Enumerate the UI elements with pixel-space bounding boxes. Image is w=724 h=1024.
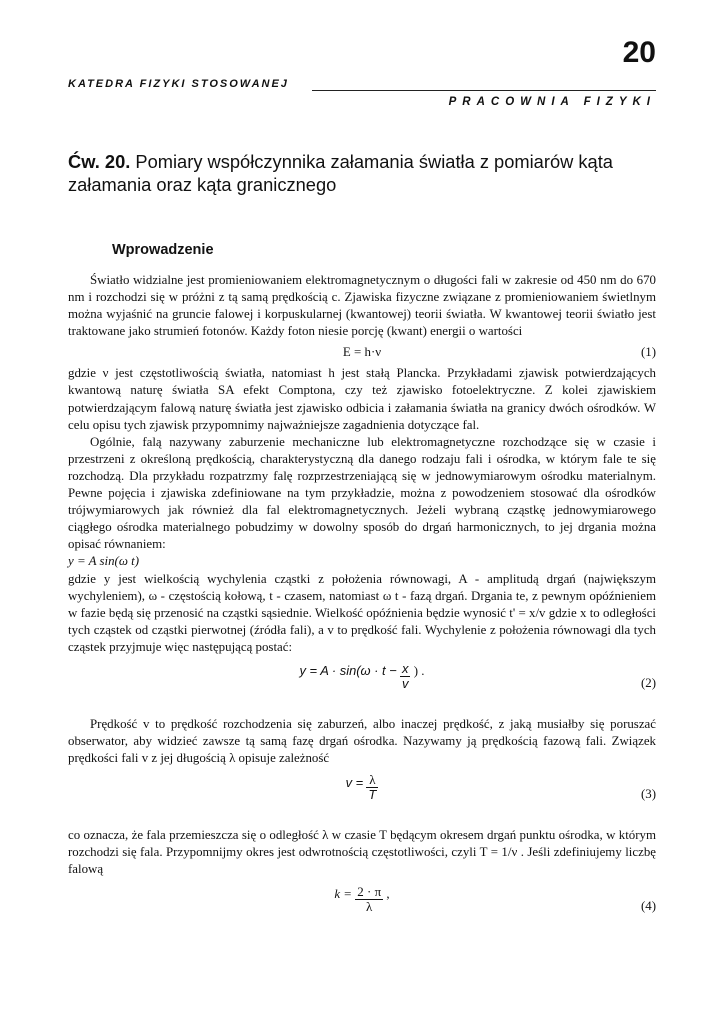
- equation-4-numerator: 2 · π: [357, 883, 382, 899]
- paragraph-4: gdzie y jest wielkością wychylenia cząstki z położenia równowagi, A - amplitudą drgań (największym wychyleniem), ω - częstością kołową, t - czasem, natomiast ω t - fazą drgań. Drgania te, z pewnym opóźnieniem w fazie będą się przenosić na cząstki sąsiednie. Wielkość opóźnienia będzie wynosić t' = x/v gdzie x to odległości tych cząstek od cząstki pierwotnej (źródła fali), a v to prędkość fali. Wychylenie z położenia równowagi dla tych cząstek przyjmuje więc następującą postać:: [68, 571, 656, 654]
- equation-3-fraction: [366, 773, 378, 802]
- document-body: [68, 272, 656, 929]
- equation-3-denominator: T: [368, 787, 377, 803]
- equation-1-formula: E = h·ν: [342, 345, 382, 360]
- equation-3-numerator: λ: [366, 773, 378, 788]
- equation-2-number: (2): [640, 675, 656, 690]
- exercise-title: [68, 150, 664, 196]
- header-rule: [312, 90, 656, 91]
- page-number: 20: [622, 36, 656, 69]
- equation-4: [68, 885, 656, 929]
- paragraph-2: gdzie ν jest częstotliwością światła, natomiast h jest stałą Plancka. Przykładami zjawisk potwierdzających kwantową naturę światła SA efekt Comptona, czy też zjawisko fotoelektryczne. Z kolei zjawiskiem potwierdzającym falową naturę światła jest zjawisko odbicia i załamania światła na granicy dwóch ośrodków. W celu opisu tych zjawisk przypomnimy najważniejsze zagadnienia dotyczące fal.: [68, 366, 656, 432]
- department-name: KATEDRA FIZYKI STOSOWANEJ: [68, 78, 289, 90]
- equation-2-fraction: [400, 662, 411, 691]
- equation-2-right: ) .: [413, 664, 425, 679]
- equation-2-left: y = A · sin(ω · t −: [299, 663, 397, 679]
- paragraph-6: co oznacza, że fala przemieszcza się o odległość λ w czasie T będącym okresem drgań punktu ośrodka, w którym rozchodzi się fala. Przypomnijmy okres jest odwrotnością częstotliwości, czyli T = 1/ν . Jeśli zdefiniujemy liczbę falową: [68, 828, 656, 877]
- equation-4-fraction: [355, 885, 383, 914]
- equation-3-number: (3): [640, 787, 656, 802]
- paragraph-3: Ogólnie, falą nazywany zaburzenie mechaniczne lub elektromagnetyczne rozchodzące się w czasie i przestrzeni z określoną prędkością, charakterystyczną dla danego rodzaju fali i ośrodka, w którym fale te się rozchodzą. Dla przykładu rozpatrzmy falę rozprzestrzeniającą się w jednowymiarowym ośrodku materialnym. Pewne pojęcia i zjawiska zdefiniowane na tym przykładzie, można z powodzeniem stosować dla ośrodków trójwymiarowych jak również dla fal elektromagnetycznych. Jeżeli wybraną cząstkę jednowymiarowego ciągłego ośrodka materialnego pobudzimy w dowolny sposób do drgań harmonicznych, to jej drgania można opisać równaniem:: [68, 434, 656, 552]
- equation-1-number: (1): [640, 345, 656, 360]
- equation-4-left: k =: [334, 886, 353, 901]
- equation-inline: y = A sin(ω t): [68, 554, 140, 569]
- equation-2: [68, 662, 656, 706]
- equation-3: [68, 773, 656, 817]
- exercise-title-text: Pomiary współczynnika załamania światła z pomiarów kąta załamania oraz kąta granicznego: [68, 151, 613, 195]
- equation-3-left: v =: [345, 774, 364, 790]
- lab-name: PRACOWNIA FIZYKI: [448, 96, 656, 108]
- equation-1: [68, 344, 656, 365]
- equation-4-number: (4): [640, 898, 656, 913]
- equation-4-denominator: λ: [366, 898, 373, 914]
- paragraph-1: Światło widzialne jest promieniowaniem elektromagnetycznym o długości fali w zakresie od 450 nm do 670 nm i rozchodzi się w próżni z tą samą prędkością c. Zjawiska fizyczne związane z promieniowaniem świetlnym można wyjaśnić na gruncie falowej i korpuskularnej (kwantowej) teorii światła. W kwantowej teorii światło jest traktowane jako strumień fotonów. Każdy foton niesie porcję (kwant) energii o wartości: [68, 273, 656, 339]
- equation-4-right: ,: [386, 886, 390, 901]
- exercise-number: Ćw. 20.: [68, 151, 131, 172]
- section-heading: Wprowadzenie: [112, 242, 214, 258]
- equation-2-denominator: v: [401, 675, 409, 691]
- paragraph-5: Prędkość v to prędkość rozchodzenia się zaburzeń, albo inaczej prędkość, z jaką musiałby się poruszać obserwator, aby widzieć zawsze tą samą fazę drgań ośrodka. Nazywamy ją prędkością fazową fali. Związek prędkości fali v z jej długością λ opisuje zależność: [68, 716, 656, 766]
- equation-2-numerator: x: [401, 660, 409, 676]
